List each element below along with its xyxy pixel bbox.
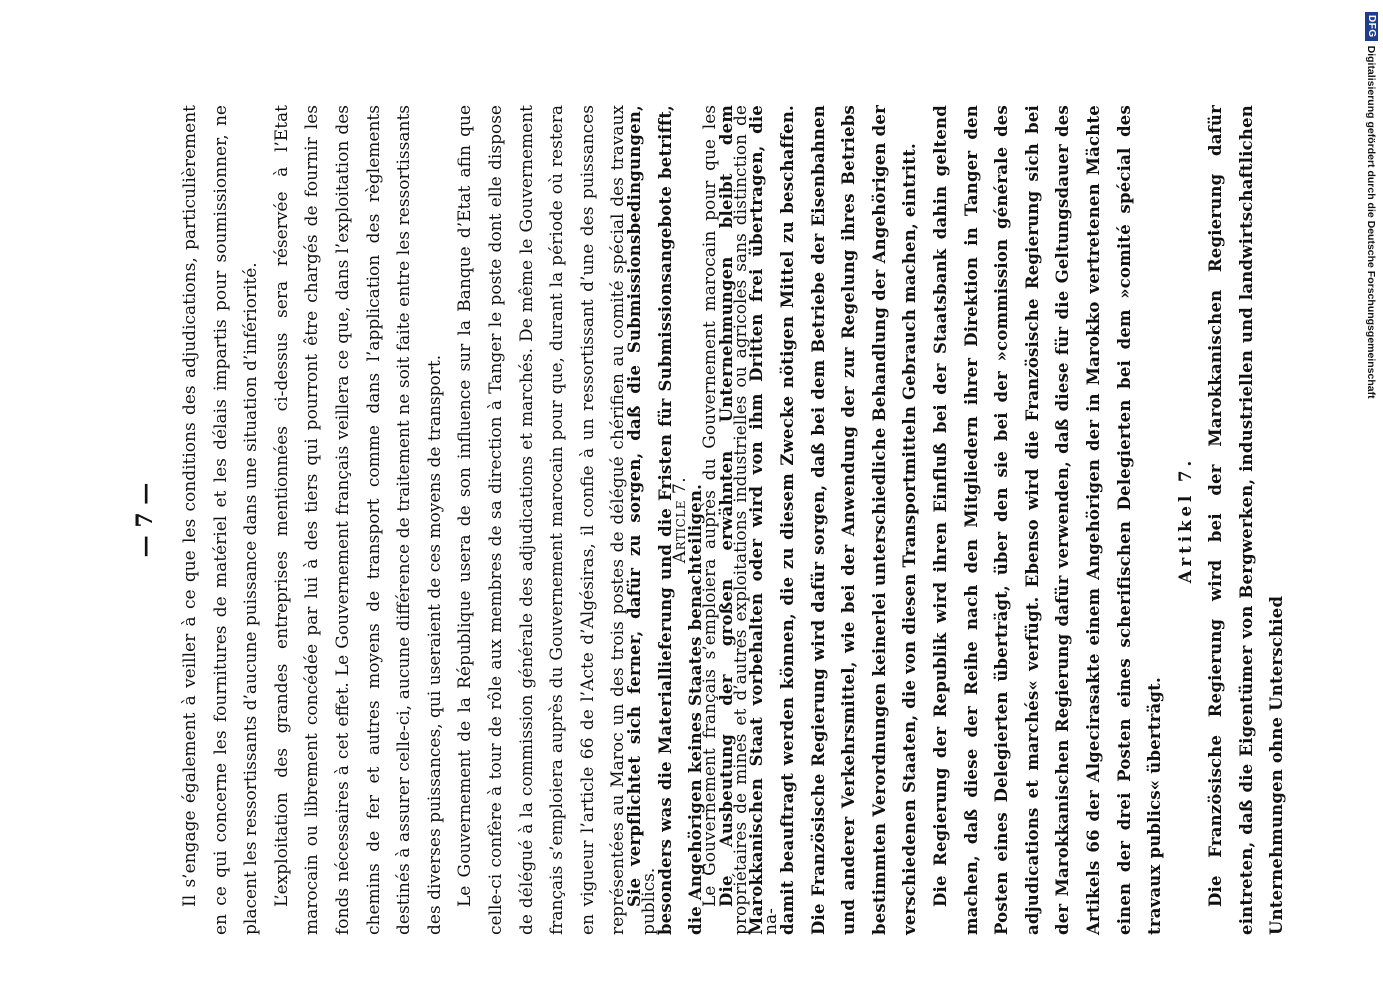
french-article-heading: Article 7.: [669, 476, 690, 564]
german-paragraph: Die Ausbeutung der großen erwähnten Unternehmungen bleibt dem Marokkanischen Staat vorbehalten oder wird von ihm Dritten frei übertragen, die damit beauftragt werden können, die zu diesem Zwecke nötigen Mittel zu beschaffen. Die Französische Regierung wird dafür sorgen, daß bei dem Betriebe der Eisenbahnen und anderer Verkehrsmittel, wie bei der Anwendung der zur Regelung ihres Betriebs bestimmten Verordnungen keinerlei unterschiedliche Behandlung der Angehörigen der verschiedenen Staaten, die von diesen Transportmitteln Gebrauch machen, eintritt.: [716, 105, 920, 935]
french-paragraph: L’exploitation des grandes entreprises mentionnées ci-dessus sera réservée à l’Etat marocain ou librement concédée par lui à des tiers qui pourront être chargés de fournir les fonds nécessaires à cet effet. Le Gouvernement français veillera ce que, dans l’exploitation des chemins de fer et autres moyens de transport comme dans l’application des règlements destinés à assurer celle-ci, aucune différence de traitement ne soit faite entre les ressortissants des diverses puissances, qui useraient de ces moyens de transport.: [271, 105, 445, 935]
page-number: — 7 —: [132, 482, 158, 558]
german-paragraph: Sie verpflichtet sich ferner, dafür zu sorgen, daß die Submissionsbedingungen, besonders was die Materiallieferung und die Fristen für Submissionsangebote betrifft, die Angehörigen keines Staates benachteiligen.: [625, 105, 706, 935]
german-paragraph: Die Französische Regierung wird bei der Marokkanischen Regierung dafür eintreten, daß die Eigentümer von Bergwerken, industriellen und landwirtschaftlichen Unternehmungen ohne Unterschied: [1206, 105, 1287, 935]
german-column: [620, 105, 1287, 935]
french-paragraph: Le Gouvernement de la République usera de son influence sur la Banque d’Etat afin que celle-ci confère à tour de rôle aux membres de sa direction à Tanger le poste dont elle dispose de délégué à la commission générale des adjudications et marchés. De même le Gouvernement français s’emploiera auprès du Gouvernement marocain pour que, durant la période où restera en vigueur l’article 66 de l’Acte d’Algésiras, il confie à un ressortissant d’une des puissances représentées au Maroc un des trois postes de délégué chérifien au comité spécial des travaux publics.: [455, 105, 659, 935]
credit-text: Digitalisierung gefördert durch die Deutsche Forschungsgemeinschaft: [1365, 45, 1378, 399]
text-columns: [175, 105, 1287, 935]
document-page: [130, 105, 1287, 935]
digitization-credit: [1365, 12, 1378, 399]
french-paragraph: Le Gouvernement français s’emploiera auprès du Gouvernement marocain pour que les propriétaires de mines et d’autres exploitations industrielles ou agricoles sans distinction de na-: [700, 105, 782, 935]
french-paragraph: Il s’engage également à veiller à ce que les conditions des adjudications, particulièrement en ce qui concerne les fournitures de matériel et les délais impartis pour soumissionner, ne placent les ressortissants d’aucune puissance dans une situation d’infériorité.: [180, 105, 262, 935]
german-paragraph: Die Regierung der Republik wird ihren Einfluß bei der Staatsbank dahin geltend machen, daß diese der Reihe nach den Mitgliedern ihrer Direktion in Tanger den Posten eines Delegierten überträgt, über den sie bei der »commission générale des adjudications et marchés« verfügt. Ebenso wird die Französische Regierung sich bei der Marokkanischen Regierung dafür verwenden, daß diese für die Geltungsdauer des Artikels 66 der Algecirasakte einem Angehörigen der in Marokko vertretenen Mächte einen der drei Posten eines scherifischen Delegierten bei dem »comité spécial des travaux publics« überträgt.: [930, 105, 1165, 935]
german-article-heading: Artikel 7.: [1175, 456, 1195, 584]
dfg-logo: DFG: [1365, 12, 1378, 41]
